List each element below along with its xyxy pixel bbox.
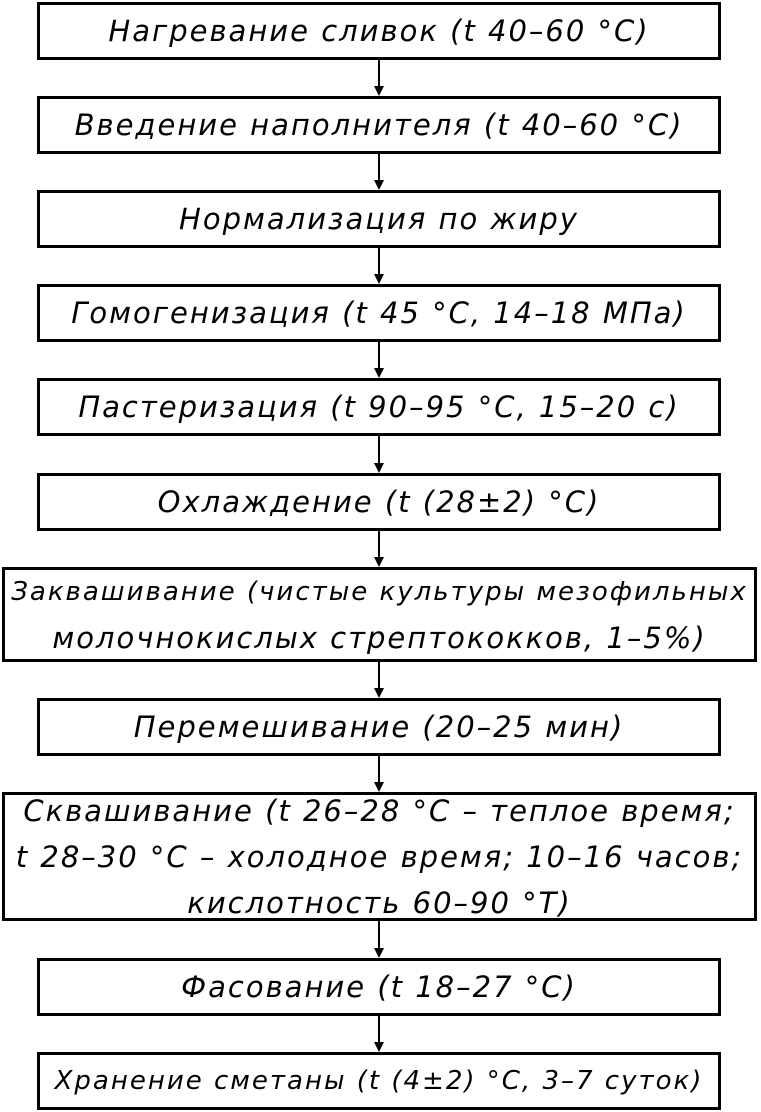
process-step-box xyxy=(37,190,721,248)
process-step-text: Сквашивание (t 26–28 °С – теплое время; xyxy=(23,793,736,828)
arrow-shaft xyxy=(378,756,380,784)
arrow-shaft xyxy=(378,60,380,88)
process-step-box xyxy=(37,284,721,342)
process-step-box xyxy=(2,792,757,921)
process-step-text: Фасование (t 18–27 °С) xyxy=(181,970,577,1004)
flow-arrow xyxy=(376,1016,382,1052)
process-step-text: Перемешивание (20–25 мин) xyxy=(133,710,625,744)
arrow-head-icon xyxy=(374,180,384,190)
process-step-text: Пастеризация (t 90–95 °С, 15–20 с) xyxy=(78,390,680,424)
flow-arrow xyxy=(376,342,382,378)
flow-arrow xyxy=(376,154,382,190)
process-step-text: t 28–30 °С – холодное время; 10–16 часов; xyxy=(15,839,744,874)
flow-arrow xyxy=(376,436,382,473)
process-step-text: молочнокислых стрептококков, 1–5%) xyxy=(52,620,707,655)
process-step-box xyxy=(37,473,721,531)
flow-arrow xyxy=(376,921,382,958)
arrow-head-icon xyxy=(374,463,384,473)
flow-arrow xyxy=(376,662,382,698)
process-step-text: Гомогенизация (t 45 °С, 14–18 МПа) xyxy=(71,296,687,330)
arrow-shaft xyxy=(378,342,380,370)
arrow-shaft xyxy=(378,248,380,276)
process-step-text: Хранение сметаны (t (4±2) °С, 3–7 суток) xyxy=(54,1066,704,1096)
arrow-head-icon xyxy=(374,948,384,958)
process-step-text: Введение наполнителя (t 40–60 °С) xyxy=(74,108,684,142)
arrow-shaft xyxy=(378,1016,380,1044)
arrow-head-icon xyxy=(374,368,384,378)
process-step-box xyxy=(37,378,721,436)
process-step-text: Охлаждение (t (28±2) °С) xyxy=(157,485,601,519)
process-step-text: Нормализация по жиру xyxy=(179,202,579,236)
flow-arrow xyxy=(376,60,382,96)
process-step-box xyxy=(37,958,721,1016)
arrow-shaft xyxy=(378,531,380,559)
arrow-shaft xyxy=(378,662,380,690)
flow-arrow xyxy=(376,531,382,567)
process-step-text: Нагревание сливок (t 40–60 °С) xyxy=(108,14,650,48)
process-step-box xyxy=(37,698,721,756)
process-step-box xyxy=(2,567,757,662)
arrow-shaft xyxy=(378,436,380,465)
arrow-head-icon xyxy=(374,688,384,698)
arrow-head-icon xyxy=(374,557,384,567)
flow-arrow xyxy=(376,248,382,284)
process-step-box xyxy=(37,1052,721,1110)
process-step-text: кислотность 60–90 °Т) xyxy=(187,885,572,920)
process-step-box xyxy=(37,2,721,60)
process-step-text: Заквашивание (чистые культуры мезофильных xyxy=(11,576,748,607)
process-step-box xyxy=(37,96,721,154)
arrow-head-icon xyxy=(374,1042,384,1052)
arrow-head-icon xyxy=(374,86,384,96)
arrow-shaft xyxy=(378,921,380,950)
arrow-head-icon xyxy=(374,274,384,284)
arrow-shaft xyxy=(378,154,380,182)
